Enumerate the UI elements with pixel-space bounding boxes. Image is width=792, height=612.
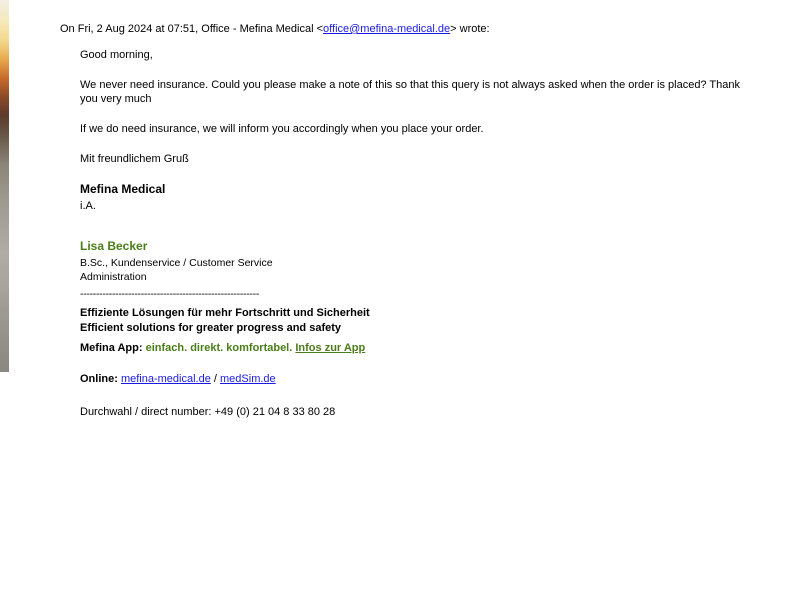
company-name: Mefina Medical <box>80 182 166 196</box>
closing-text: Mit freundlichem Gruß <box>80 153 189 165</box>
signature-role-1: B.Sc., Kundenservice / Customer Service <box>80 257 273 269</box>
signature-divider: -------------------------------------------------------- <box>80 288 260 300</box>
company-suffix: i.A. <box>80 200 96 212</box>
website-link-primary[interactable]: mefina-medical.de <box>120 373 211 385</box>
quote-attribution-prefix: On Fri, 2 Aug 2024 at 07:51, Office - Mefina Medical < <box>60 23 324 35</box>
app-label: Mefina App: <box>80 342 143 354</box>
link-separator: / <box>213 373 217 385</box>
paragraph-1: We never need insurance. Could you please make a note of this so that this query is not always asked when the order is placed? Thank you very much <box>80 79 740 105</box>
quoted-email-body <box>60 22 740 419</box>
online-links-line <box>80 372 740 386</box>
app-info-link[interactable]: Infos zur App <box>295 342 366 354</box>
quote-attribution-line <box>60 22 740 36</box>
quote-attribution-suffix: > wrote: <box>450 23 490 35</box>
signature-name: Lisa Becker <box>80 239 148 253</box>
left-image-strip <box>0 0 9 372</box>
direct-phone-number: Durchwahl / direct number: +49 (0) 21 04 8 33 80 28 <box>80 406 336 418</box>
online-label: Online: <box>80 373 118 385</box>
app-promo-line <box>80 341 740 355</box>
sender-email-link[interactable]: office@mefina-medical.de <box>323 23 451 35</box>
slogan-english: Efficient solutions for greater progress and safety <box>80 322 342 334</box>
website-link-secondary[interactable]: medSim.de <box>220 373 276 385</box>
email-body-content <box>80 48 740 419</box>
signature-role-2: Administration <box>80 271 147 283</box>
paragraph-2: If we do need insurance, we will inform you accordingly when you place your order. <box>80 123 484 135</box>
app-tagline: einfach. direkt. komfortabel. <box>145 342 293 354</box>
slogan-german: Effiziente Lösungen für mehr Fortschritt und Sicherheit <box>80 307 370 319</box>
greeting-text: Good morning, <box>80 49 153 61</box>
